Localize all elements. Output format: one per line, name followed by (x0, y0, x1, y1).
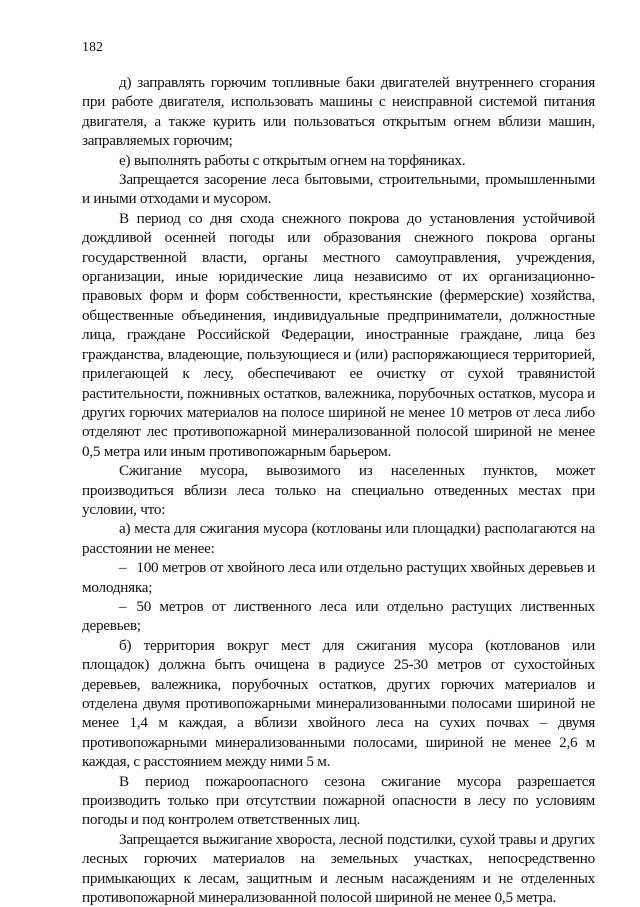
paragraph-item-a: а) места для сжигания мусора (котлованы или площадки) располагаются на расстоянии не менее: (82, 520, 595, 557)
dash-item-text: 50 метров от лиственного леса или отдельно растущих лиственных деревьев; (82, 597, 595, 635)
paragraph-item-b: б) территория вокруг мест для сжигания мусора (котлованов или площадок) должна быть очищена в радиусе 25-30 метров от сухостойных деревьев, валежника, порубочных остатков, других горючих материалов и отделена двумя противопожарными минерализованными полосами шириной не менее 1,4 м каждая, а вблизи хвойного леса на сухих почвах – двумя противопожарными минерализованными полосами, шириной не менее 2,6 м каждая, с расстоянием между ними 5 м. (82, 636, 595, 771)
paragraph-litter-ban: Запрещается засорение леса бытовыми, строительными, промышленными и иными отходами и мусором. (82, 171, 595, 208)
dash-marker: – (119, 597, 127, 615)
paragraph-fire-season: В период пожароопасного сезона сжигание мусора разрешается производить только при отсутствии пожарной опасности в лесу по условиям погоды и под контролем ответственных лиц. (82, 772, 595, 829)
document-body (82, 73, 595, 907)
dash-marker: – (119, 559, 127, 577)
paragraph-item-e: е) выполнять работы с открытым огнем на торфяниках. (119, 151, 466, 169)
paragraph-burning-conditions: Сжигание мусора, вывозимого из населенных пунктов, может производиться вблизи леса только на специально отведенных местах при условии, что: (82, 462, 595, 518)
paragraph-clearing-duty: В период со дня схода снежного покрова до установления устойчивой дождливой осенней погоды или образования снежного покрова органы государственной власти, органы местного самоуправления, учреждения, организации, иные юридические лица независимо от их организационно-правовых форм и форм собственности, крестьянские (фермерские) хозяйства, общественные объединения, индивидуальные предприниматели, должностные лица, граждане Российской Федерации, иностранные граждане, лица без гражданства, владеющие, пользующиеся и (или) распоряжающиеся территорией, прилегающей к лесу, обеспечивают ее очистку от сухой травянистой растительности, пожнивных остатков, валежника, порубочных остатков, мусора и других горючих материалов на полосе шириной не менее 10 метров от леса либо отделяют лес противопожарной минерализованной полосой шириной не менее 0,5 метра или иным противопожарным барьером. (82, 209, 595, 460)
dash-item-text: 100 метров от хвойного леса или отдельно растущих хвойных деревьев и молодняка; (82, 559, 595, 596)
paragraph-burning-ban: Запрещается выжигание хвороста, лесной подстилки, сухой травы и других лесных горючих материалов на земельных участках, непосредственно примыкающих к лесам, защитным и лесным насаждениям и не отделенных противопожарной минерализованной полосой шириной не менее 0,5 метра. (82, 830, 595, 907)
dash-list-item (82, 558, 595, 597)
dash-list-item (82, 597, 595, 636)
paragraph-item-d: д) заправлять горючим топливные баки двигателей внутреннего сгорания при работе двигателя, использовать машины с неисправной системой питания двигателя, а также курить или пользоваться открытым огнем вблизи машин, заправляемых горючим; (82, 74, 595, 150)
page-number: 182 (82, 40, 103, 55)
